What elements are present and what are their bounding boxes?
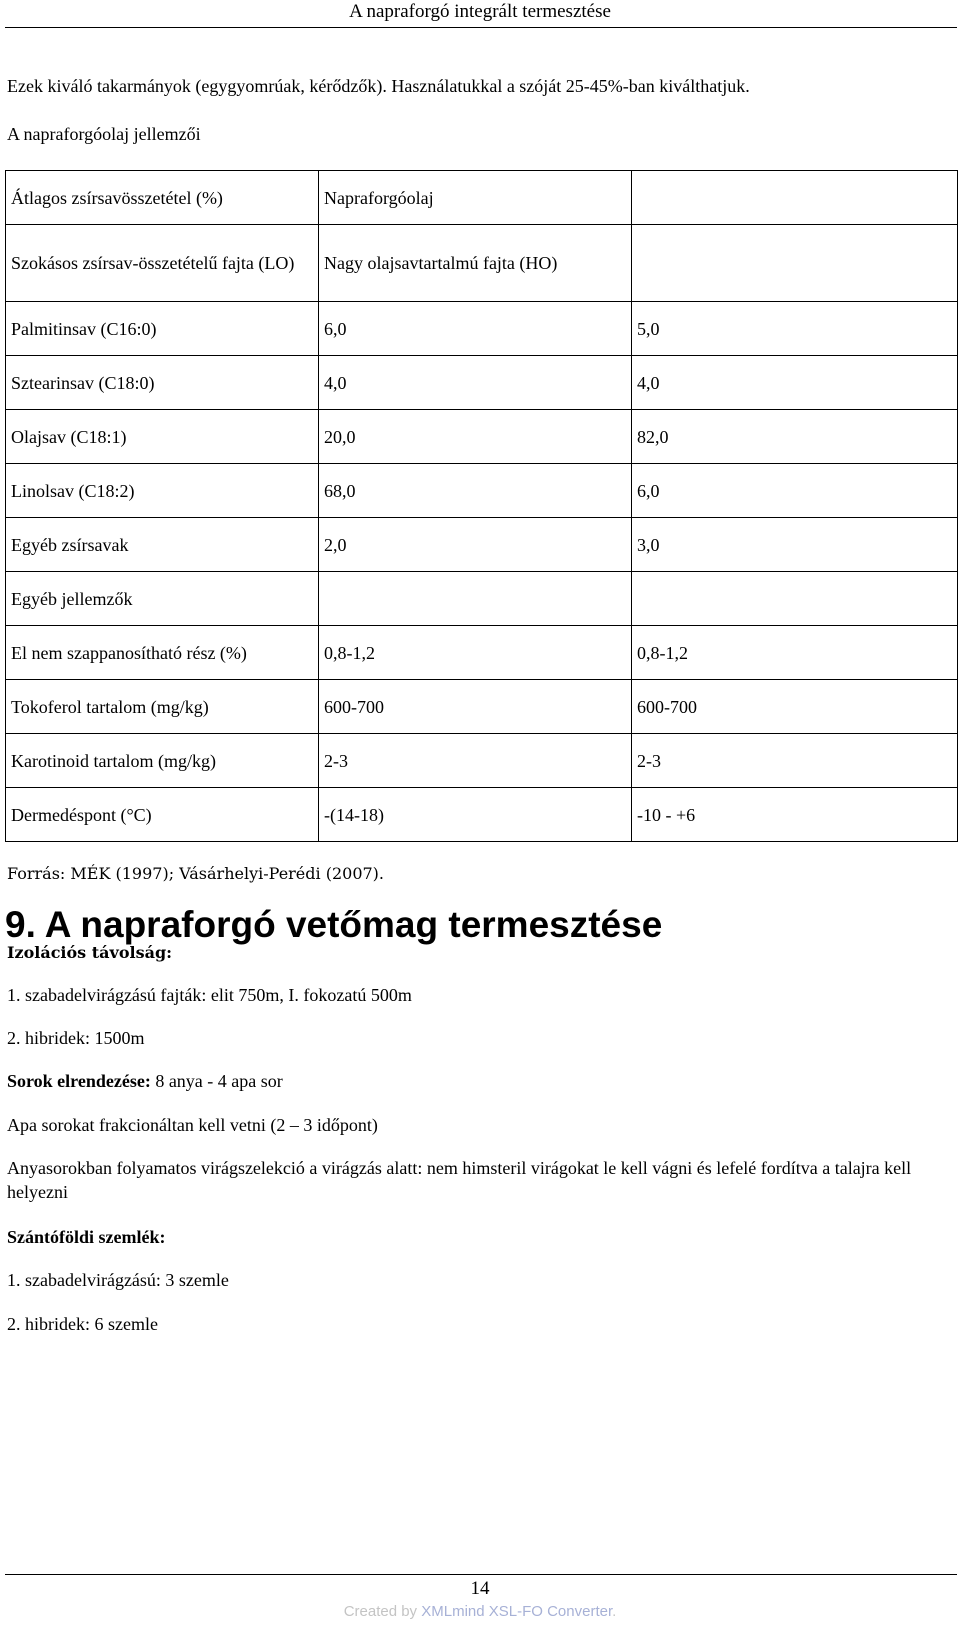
isolation-heading — [7, 941, 172, 965]
rows-arrangement — [7, 1069, 283, 1093]
table-cell: Tokoferol tartalom (mg/kg) — [6, 680, 319, 734]
table-cell: Linolsav (C18:2) — [6, 464, 319, 518]
table-cell: 600-700 — [319, 680, 632, 734]
converter-brand-link[interactable]: XMLmind XSL-FO Converter — [421, 1603, 613, 1620]
table-row — [6, 464, 958, 518]
running-header: A napraforgó integrált termesztése — [349, 1, 611, 22]
table-row — [6, 572, 958, 626]
table-cell: Szokásos zsírsav-összetételű fajta (LO) — [6, 225, 319, 302]
oil-properties-table — [5, 170, 958, 842]
table-row — [6, 225, 958, 302]
converter-credit — [0, 1602, 960, 1622]
table-row — [6, 171, 958, 225]
footer-divider — [5, 1574, 957, 1575]
inspection-label: Szántóföldi szemlék: — [7, 1227, 166, 1247]
table-cell: 68,0 — [319, 464, 632, 518]
table-cell: 0,8-1,2 — [632, 626, 958, 680]
converter-suffix: . — [612, 1603, 617, 1620]
table-cell: Olajsav (C18:1) — [6, 410, 319, 464]
intro-paragraph: Ezek kiváló takarmányok (egygyomrúak, kérődzők). Használatukkal a szóját 25-45%-ban kiválthatjuk. — [7, 76, 750, 96]
converter-prefix: Created by — [343, 1603, 422, 1620]
list-item: 1. szabadelvirágzású fajták: elit 750m, I. fokozatú 500m — [7, 985, 412, 1005]
table-cell: 20,0 — [319, 410, 632, 464]
table-row — [6, 680, 958, 734]
table-cell: 4,0 — [319, 356, 632, 410]
table-row — [6, 356, 958, 410]
rows-value: 8 anya - 4 apa sor — [150, 1071, 283, 1091]
rows-label: Sorok elrendezése: — [7, 1071, 151, 1091]
table-row — [6, 518, 958, 572]
table-row — [6, 626, 958, 680]
table-cell: 2,0 — [319, 518, 632, 572]
table-row — [6, 302, 958, 356]
table-cell: 6,0 — [319, 302, 632, 356]
table-cell: 4,0 — [632, 356, 958, 410]
table-cell: 3,0 — [632, 518, 958, 572]
table-cell: Nagy olajsavtartalmú fajta (HO) — [319, 225, 632, 302]
table-cell: Karotinoid tartalom (mg/kg) — [6, 734, 319, 788]
page-number: 14 — [470, 1578, 490, 1599]
table-cell: Sztearinsav (C18:0) — [6, 356, 319, 410]
table-cell: -10 - +6 — [632, 788, 958, 842]
table-cell: 2-3 — [632, 734, 958, 788]
table-cell: 600-700 — [632, 680, 958, 734]
table-cell — [632, 171, 958, 225]
father-rows-note: Apa sorokat frakcionáltan kell vetni (2 – 3 időpont) — [7, 1115, 378, 1135]
list-item: 1. szabadelvirágzású: 3 szemle — [7, 1270, 229, 1290]
table-cell: Egyéb zsírsavak — [6, 518, 319, 572]
table-cell — [632, 572, 958, 626]
table-row — [6, 788, 958, 842]
table-cell: 2-3 — [319, 734, 632, 788]
table-caption: A napraforgóolaj jellemzői — [7, 124, 201, 144]
table-cell: Palmitinsav (C16:0) — [6, 302, 319, 356]
table-cell — [632, 225, 958, 302]
table-cell: 82,0 — [632, 410, 958, 464]
table-cell: Napraforgóolaj — [319, 171, 632, 225]
table-cell: Átlagos zsírsavösszetétel (%) — [6, 171, 319, 225]
section-heading: 9. A napraforgó vetőmag termesztése — [5, 904, 663, 945]
isolation-label: Izolációs távolság: — [7, 943, 173, 962]
table-cell: 5,0 — [632, 302, 958, 356]
table-cell — [319, 572, 632, 626]
table-cell: Dermedéspont (°C) — [6, 788, 319, 842]
source-note: Forrás: MÉK (1997); Vásárhelyi-Perédi (2007). — [7, 864, 385, 883]
mother-rows-note: Anyasorokban folyamatos virágszelekció a virágzás alatt: nem himsteril virágokat le kell vágni és lefelé fordítva a talajra kell helyezni — [7, 1158, 912, 1202]
table-cell: 0,8-1,2 — [319, 626, 632, 680]
header-divider — [5, 27, 957, 28]
table-cell: El nem szappanosítható rész (%) — [6, 626, 319, 680]
list-item: 2. hibridek: 6 szemle — [7, 1314, 158, 1334]
inspection-heading — [7, 1225, 165, 1249]
table-row — [6, 410, 958, 464]
list-item: 2. hibridek: 1500m — [7, 1028, 145, 1048]
table-cell: Egyéb jellemzők — [6, 572, 319, 626]
table-cell: 6,0 — [632, 464, 958, 518]
table-row — [6, 734, 958, 788]
table-cell: -(14-18) — [319, 788, 632, 842]
